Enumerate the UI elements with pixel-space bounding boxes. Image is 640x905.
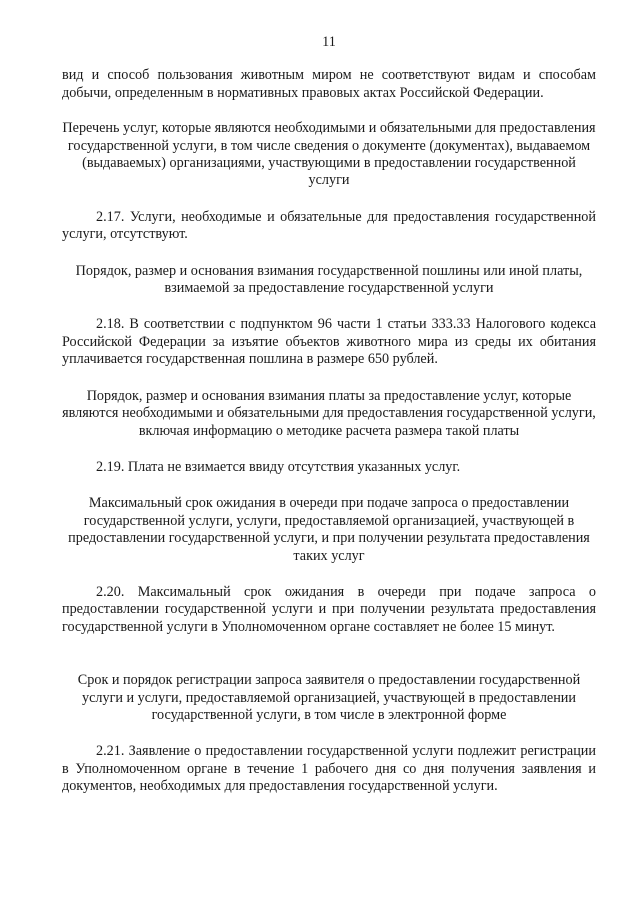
paragraph-number: 2.18. xyxy=(96,316,125,333)
paragraph-text: В соответствии с подпунктом 96 части 1 статьи 333.33 Налогового кодекса Российской Федерации за изъятие объектов животного мира из среды их обитания уплачивается государственная пошлина в размере 650 рублей. xyxy=(62,316,596,368)
section-heading-registration: Срок и порядок регистрации запроса заявителя о предоставлении государственной услуги и услуги, предоставляемой организацией, участвующей в предоставлении государственной услуги, в том числе в электронной форме xyxy=(77,672,581,723)
paragraph-text: Заявление о предоставлении государственной услуги подлежит регистрации в Уполномоченном органе в течение 1 рабочего дня со дня получения заявления и документов, необходимых для предоставления государственной услуги. xyxy=(62,743,596,795)
section-heading-waiting-time: Максимальный срок ожидания в очереди при подаче запроса о предоставлении государственной услуги, услуги, предоставляемой организацией, участвующей в предоставлении государственной услуги, и при получении результата предоставления таких услуг xyxy=(68,495,590,564)
paragraph-2-21 xyxy=(62,743,596,795)
paragraph-text: Услуги, необходимые и обязательные для предоставления государственной услуги, отсутствуют. xyxy=(62,208,596,243)
paragraph-number: 2.19. xyxy=(96,458,125,475)
paragraph-2-18 xyxy=(62,316,596,368)
paragraph-2-17 xyxy=(62,209,596,244)
paragraph-text: Максимальный срок ожидания в очереди при подаче запроса о предоставлении государственной услуги и при получении результата предоставления государственной услуги в Уполномоченном органе составляет не более 15 минут. xyxy=(62,583,597,635)
paragraph-number: 2.20. xyxy=(96,583,125,600)
section-heading-state-fee: Порядок, размер и основания взимания государственной пошлины или иной платы, взимаемой за предоставление государственной услуги xyxy=(75,262,583,297)
paragraph-2-20 xyxy=(62,584,596,636)
paragraph-number: 2.21. xyxy=(96,743,125,760)
section-heading-fee-for-services: Порядок, размер и основания взимания платы за предоставление услуг, которые являются необходимыми и обязательными для предоставления государственной услуги, включая информацию о методике расчета размера такой платы xyxy=(62,387,596,439)
paragraph-2-19 xyxy=(62,459,596,476)
paragraph-continuation: вид и способ пользования животным миром не соответствуют видам и способам добычи, определенным в нормативных правовых актах Российской Федерации. xyxy=(62,67,596,101)
section-heading-required-services: Перечень услуг, которые являются необходимыми и обязательными для предоставления государственной услуги, в том числе сведения о документе (документах), выдаваемом (выдаваемых) организациями, участвующими в предоставлении государственной услуги xyxy=(62,120,596,189)
document-page xyxy=(62,34,596,796)
page-number: 11 xyxy=(322,34,336,50)
paragraph-number: 2.17. xyxy=(96,208,125,225)
paragraph-text: Плата не взимается ввиду отсутствия указанных услуг. xyxy=(127,458,461,475)
